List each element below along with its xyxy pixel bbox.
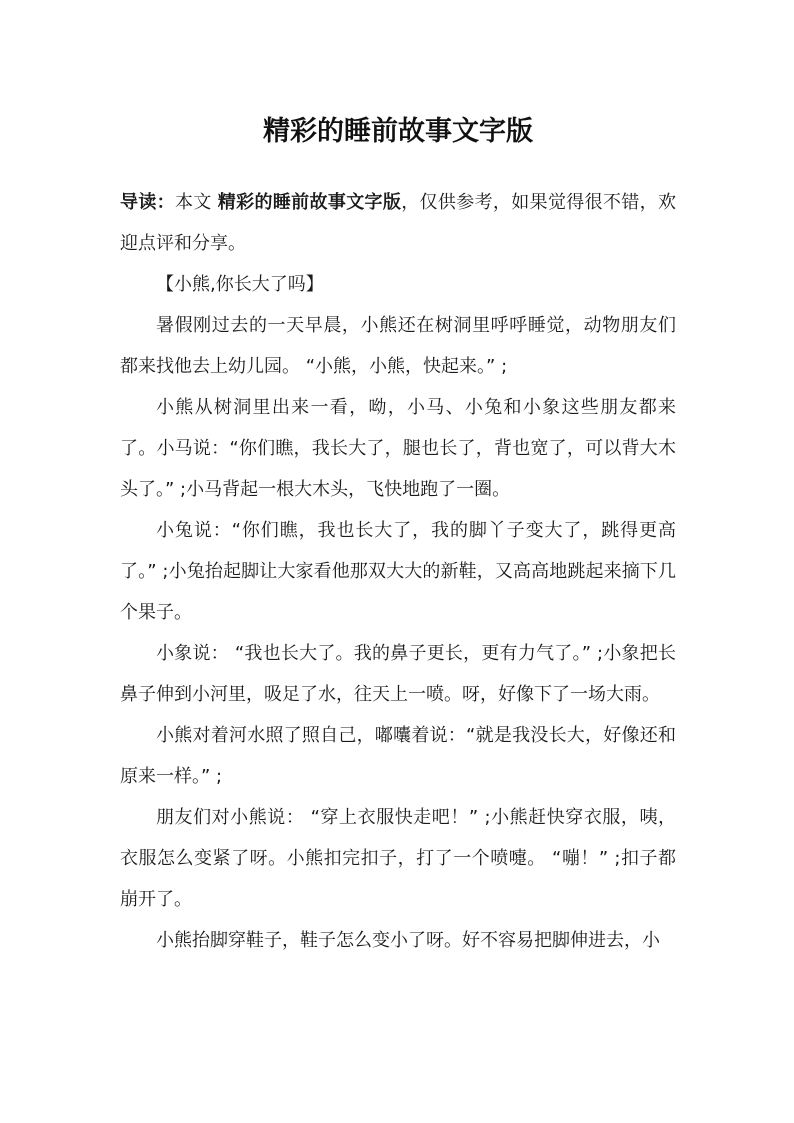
document-body (120, 182, 676, 961)
story-paragraph-2: 小熊从树洞里出来一看，呦，小马、小兔和小象这些朋友都来了。小马说：“你们瞧，我长大了，腿也长了，背也宽了，可以背大木头了。” ;小马背起一根大木头，飞快地跑了一圈。 (120, 397, 676, 500)
story-paragraph-7: 小熊抬脚穿鞋子，鞋子怎么变小了呀。好不容易把脚伸进去，小 (156, 930, 660, 951)
intro-paragraph (120, 182, 676, 264)
story-paragraph-3: 小兔说：“你们瞧，我也长大了，我的脚丫子变大了，跳得更高了。” ;小兔抬起脚让大家看他那双大大的新鞋，又高高地跳起来摘下几个果子。 (120, 520, 676, 623)
intro-doc-title: 精彩的睡前故事文字版 (217, 192, 402, 213)
intro-suffix: ，仅供参考，如果觉得很不错，欢迎点评和分享。 (120, 192, 677, 254)
story-paragraph-6: 朋友们对小熊说： “穿上衣服快走吧！” ;小熊赶快穿衣服，咦，衣服怎么变紧了呀。小熊扣完扣子，打了一个喷嚏。 “嘣！” ;扣子都崩开了。 (120, 807, 676, 910)
section-heading: 【小熊,你长大了吗】 (156, 274, 324, 295)
story-paragraph-1: 暑假刚过去的一天早晨，小熊还在树洞里呼呼睡觉，动物朋友们都来找他去上幼儿园。 “小熊，小熊，快起来。” ; (120, 315, 676, 377)
intro-label: 导读： (120, 192, 176, 213)
story-paragraph-4: 小象说： “我也长大了。我的鼻子更长，更有力气了。” ;小象把长鼻子伸到小河里，吸足了水，往天上一喷。呀，好像下了一场大雨。 (120, 643, 676, 705)
intro-prefix: 本文 (175, 192, 212, 213)
story-paragraph-5: 小熊对着河水照了照自己，嘟囔着说：“就是我没长大，好像还和原来一样。” ; (120, 725, 676, 787)
document-title: 精彩的睡前故事文字版 (263, 116, 533, 147)
